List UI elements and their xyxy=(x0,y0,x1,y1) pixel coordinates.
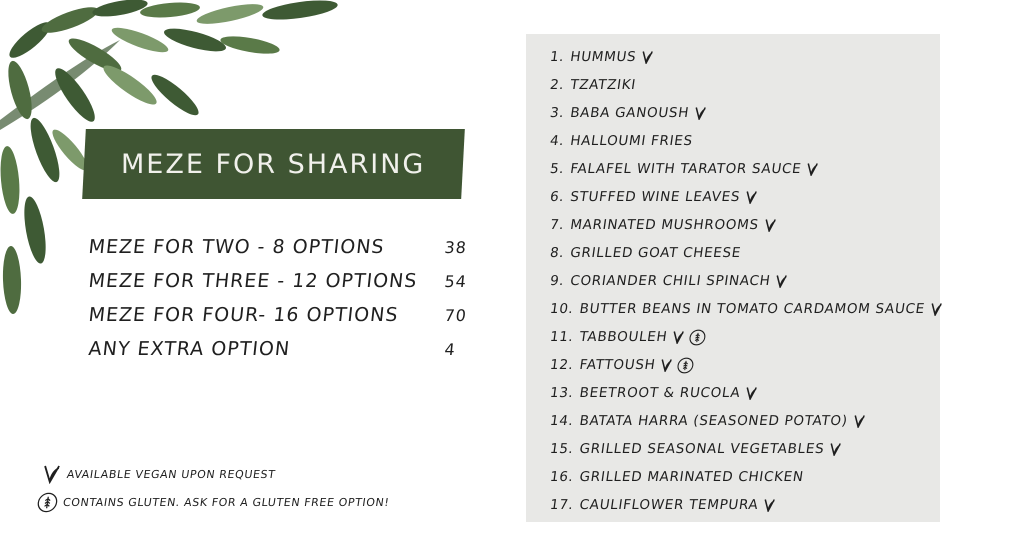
meze-option-name: MARINATED MUSHROOMS xyxy=(569,217,760,233)
meze-option-name: GRILLED SEASONAL VEGETABLES xyxy=(578,441,826,457)
vegan-leaf-icon xyxy=(38,463,63,485)
meze-option-item xyxy=(548,323,942,351)
meze-option-number: 10. xyxy=(548,301,575,317)
vegan-leaf-icon xyxy=(744,386,758,400)
pricing-label: ANY EXTRA OPTION xyxy=(87,338,292,360)
meze-option-number: 5. xyxy=(548,161,566,177)
vegan-leaf-icon xyxy=(762,498,776,512)
meze-option-item xyxy=(548,491,942,519)
meze-option-item xyxy=(548,43,942,71)
meze-option-item xyxy=(548,99,942,127)
pricing-label: MEZE FOR THREE - 12 OPTIONS xyxy=(87,270,419,292)
vegan-leaf-icon xyxy=(659,358,673,372)
legend-vegan xyxy=(38,460,395,488)
pricing-price: 70 xyxy=(443,306,468,325)
meze-option-number: 15. xyxy=(548,441,575,457)
legend-vegan-text: AVAILABLE VEGAN UPON REQUEST xyxy=(66,467,277,481)
meze-option-item xyxy=(548,155,942,183)
meze-option-name: HUMMUS xyxy=(569,49,638,65)
meze-option-item xyxy=(548,407,942,435)
meze-option-number: 6. xyxy=(548,189,566,205)
vegan-leaf-icon xyxy=(671,330,685,344)
legend-gluten xyxy=(34,488,391,516)
meze-option-name: BEETROOT & RUCOLA xyxy=(578,385,742,401)
meze-option-item xyxy=(548,295,942,323)
meze-option-item xyxy=(548,435,942,463)
legend-gluten-text: CONTAINS GLUTEN. ASK FOR A GLUTEN FREE OPTION! xyxy=(62,495,391,509)
vegan-leaf-icon xyxy=(774,274,788,288)
meze-option-item xyxy=(548,71,942,99)
meze-option-name: BATATA HARRA (SEASONED POTATO) xyxy=(578,413,849,429)
section-title-banner xyxy=(82,129,465,199)
meze-option-name: STUFFED WINE LEAVES xyxy=(569,189,742,205)
pricing-list xyxy=(88,236,468,372)
meze-option-number: 17. xyxy=(548,497,575,513)
pricing-price: 54 xyxy=(443,272,468,291)
pricing-price: 38 xyxy=(443,238,468,257)
meze-option-number: 1. xyxy=(548,49,566,65)
meze-option-item xyxy=(548,127,942,155)
meze-option-name: BABA GANOUSH xyxy=(569,105,691,121)
meze-option-name: TABBOULEH xyxy=(578,329,669,345)
meze-option-name: GRILLED MARINATED CHICKEN xyxy=(578,469,805,485)
pricing-row xyxy=(86,270,470,304)
vegan-leaf-icon xyxy=(744,190,758,204)
pricing-row xyxy=(86,338,470,372)
meze-option-number: 2. xyxy=(548,77,566,93)
meze-option-item xyxy=(548,183,942,211)
pricing-label: MEZE FOR TWO - 8 OPTIONS xyxy=(87,236,386,258)
meze-option-name: FATTOUSH xyxy=(578,357,657,373)
meze-options-panel xyxy=(526,34,940,522)
meze-option-item xyxy=(548,267,942,295)
meze-option-name: CORIANDER CHILI SPINACH xyxy=(569,273,772,289)
meze-option-item xyxy=(548,463,942,491)
meze-option-name: BUTTER BEANS IN TOMATO CARDAMOM SAUCE xyxy=(578,301,926,317)
meze-option-number: 11. xyxy=(548,329,575,345)
meze-option-item xyxy=(548,239,942,267)
meze-option-number: 12. xyxy=(548,357,575,373)
section-title: MEZE FOR SHARING xyxy=(121,148,426,180)
meze-options-list xyxy=(550,43,940,519)
meze-option-item xyxy=(548,211,942,239)
pricing-price: 4 xyxy=(443,340,457,359)
meze-option-name: GRILLED GOAT CHEESE xyxy=(569,245,743,261)
meze-option-item xyxy=(548,351,942,379)
meze-option-number: 13. xyxy=(548,385,575,401)
meze-option-name: HALLOUMI FRIES xyxy=(569,133,694,149)
vegan-leaf-icon xyxy=(693,106,707,120)
meze-option-name: FALAFEL WITH TARATOR SAUCE xyxy=(569,161,803,177)
wheat-circle-icon xyxy=(676,357,695,374)
meze-option-name: TZATZIKI xyxy=(569,77,637,93)
meze-option-number: 8. xyxy=(548,245,566,261)
vegan-leaf-icon xyxy=(852,414,866,428)
meze-option-number: 4. xyxy=(548,133,566,149)
vegan-leaf-icon xyxy=(805,162,819,176)
meze-option-number: 3. xyxy=(548,105,566,121)
vegan-leaf-icon xyxy=(640,50,654,64)
meze-option-number: 16. xyxy=(548,469,575,485)
meze-option-name: CAULIFLOWER TEMPURA xyxy=(578,497,760,513)
vegan-leaf-icon xyxy=(763,218,777,232)
pricing-label: MEZE FOR FOUR- 16 OPTIONS xyxy=(87,304,400,326)
wheat-circle-icon xyxy=(34,491,59,513)
meze-option-number: 7. xyxy=(548,217,566,233)
vegan-leaf-icon xyxy=(929,302,943,316)
meze-option-number: 14. xyxy=(548,413,575,429)
legend xyxy=(34,460,395,516)
pricing-row xyxy=(86,236,470,270)
pricing-row xyxy=(86,304,470,338)
wheat-circle-icon xyxy=(688,329,707,346)
meze-option-item xyxy=(548,379,942,407)
meze-option-number: 9. xyxy=(548,273,566,289)
vegan-leaf-icon xyxy=(828,442,842,456)
